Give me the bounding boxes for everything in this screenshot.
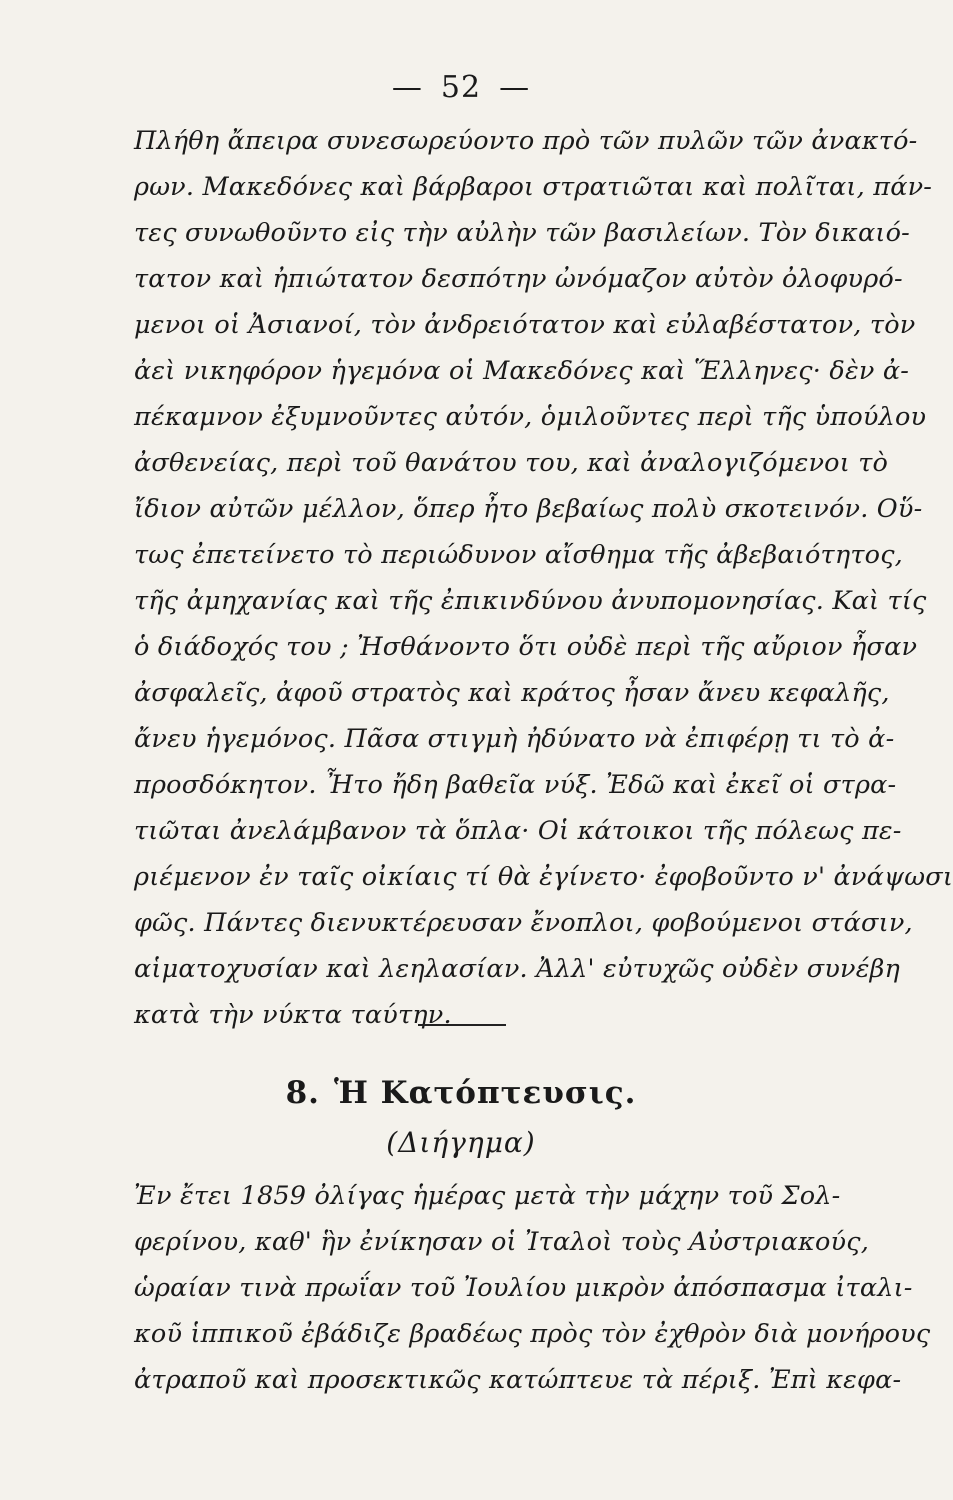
text-line: τατον καὶ ἠπιώτατον δεσπότην ὠνόμαζον αὐτὸν ὀλοφυρό- [134,264,903,294]
text-line: προσδόκητον. Ἦτο ἤδη βαθεῖα νύξ. Ἐδῶ καὶ ἐκεῖ οἱ στρα- [134,770,897,800]
text-line: ριέμενον ἐν ταῖς οἰκίαις τί θὰ ἐγίνετο· ἐφοβοῦντο ν' ἀνάψωσι [134,862,953,892]
section-divider-rule [418,1024,506,1026]
page-number [0,70,922,105]
text-line: ὁ διάδοχός του ; Ἠσθάνοντο ὅτι οὐδὲ περὶ τῆς αὔριον ἦσαν [134,632,918,662]
text-line: ἄνευ ἡγεμόνος. Πᾶσα στιγμὴ ἠδύνατο νὰ ἐπιφέρῃ τι τὸ ἀ- [134,724,895,754]
page-number-value: 52 [440,70,482,105]
text-line: τιῶται ἀνελάμβανον τὰ ὅπλα· Οἱ κάτοικοι τῆς πόλεως πε- [134,816,902,846]
text-line: κοῦ ἱππικοῦ ἐβάδιζε βραδέως πρὸς τὸν ἐχθρὸν διὰ μονήρους [134,1319,931,1349]
text-line: Πλήθη ἄπειρα συνεσωρεύοντο πρὸ τῶν πυλῶν τῶν ἀνακτό- [134,126,918,156]
paragraph-2 [134,1173,931,1403]
text-line: ὡραίαν τινὰ πρωΐαν τοῦ Ἰουλίου μικρὸν ἀπόσπασμα ἰταλι- [134,1273,913,1303]
text-line: ἴδιον αὐτῶν μέλλον, ὅπερ ἦτο βεβαίως πολὺ σκοτεινόν. Οὕ- [134,494,923,524]
text-line: τες συνωθοῦντο εἰς τὴν αὐλὴν τῶν βασιλείων. Τὸν δικαιό- [134,218,910,248]
text-line: τως ἐπετείνετο τὸ περιώδυνον αἴσθημα τῆς ἀβεβαιότητος, [134,540,903,570]
paragraph-1 [134,118,953,1038]
text-line: ἀεὶ νικηφόρον ἡγεμόνα οἱ Μακεδόνες καὶ Ἕλληνες· δὲν ἀ- [134,356,910,386]
text-line: ἀτραποῦ καὶ προσεκτικῶς κατώπτευε τὰ πέριξ. Ἐπὶ κεφα- [134,1365,902,1395]
section-heading [0,1075,922,1111]
section-subtitle: (Διήγημα) [386,1126,536,1159]
page-number-dash-left: — [391,70,423,105]
text-line: ἀσφαλεῖς, ἀφοῦ στρατὸς καὶ κράτος ἦσαν ἄνευ κεφαλῆς, [134,678,890,708]
text-line-last: κατὰ τὴν νύκτα ταύτην. [134,1000,452,1030]
text-line: αἱματοχυσίαν καὶ λεηλασίαν. Ἀλλ' εὐτυχῶς οὐδὲν συνέβη [134,954,901,984]
text-line: ρων. Μακεδόνες καὶ βάρβαροι στρατιῶται καὶ πολῖται, πάν- [134,172,933,202]
text-line: φερίνου, καθ' ἣν ἐνίκησαν οἱ Ἰταλοὶ τοὺς Αὐστριακούς, [134,1227,870,1257]
text-line: τῆς ἀμηχανίας καὶ τῆς ἐπικινδύνου ἀνυπομονησίας. Καὶ τίς [134,586,927,616]
section-number: 8. [285,1075,320,1111]
text-line: Ἐν ἔτει 1859 ὀλίγας ἡμέρας μετὰ τὴν μάχην τοῦ Σολ- [134,1181,841,1211]
section-title: Ἡ Κατόπτευσις. [333,1075,637,1111]
text-line: μενοι οἱ Ἀσιανοί, τὸν ἀνδρειότατον καὶ εὐλαβέστατον, τὸν [134,310,916,340]
text-line: πέκαμνον ἐξυμνοῦντες αὐτόν, ὁμιλοῦντες περὶ τῆς ὑπούλου [134,402,927,432]
text-line: ἀσθενείας, περὶ τοῦ θανάτου του, καὶ ἀναλογιζόμενοι τὸ [134,448,889,478]
page-number-dash-right: — [499,70,531,105]
text-line: φῶς. Πάντες διενυκτέρευσαν ἔνοπλοι, φοβούμενοι στάσιν, [134,908,913,938]
